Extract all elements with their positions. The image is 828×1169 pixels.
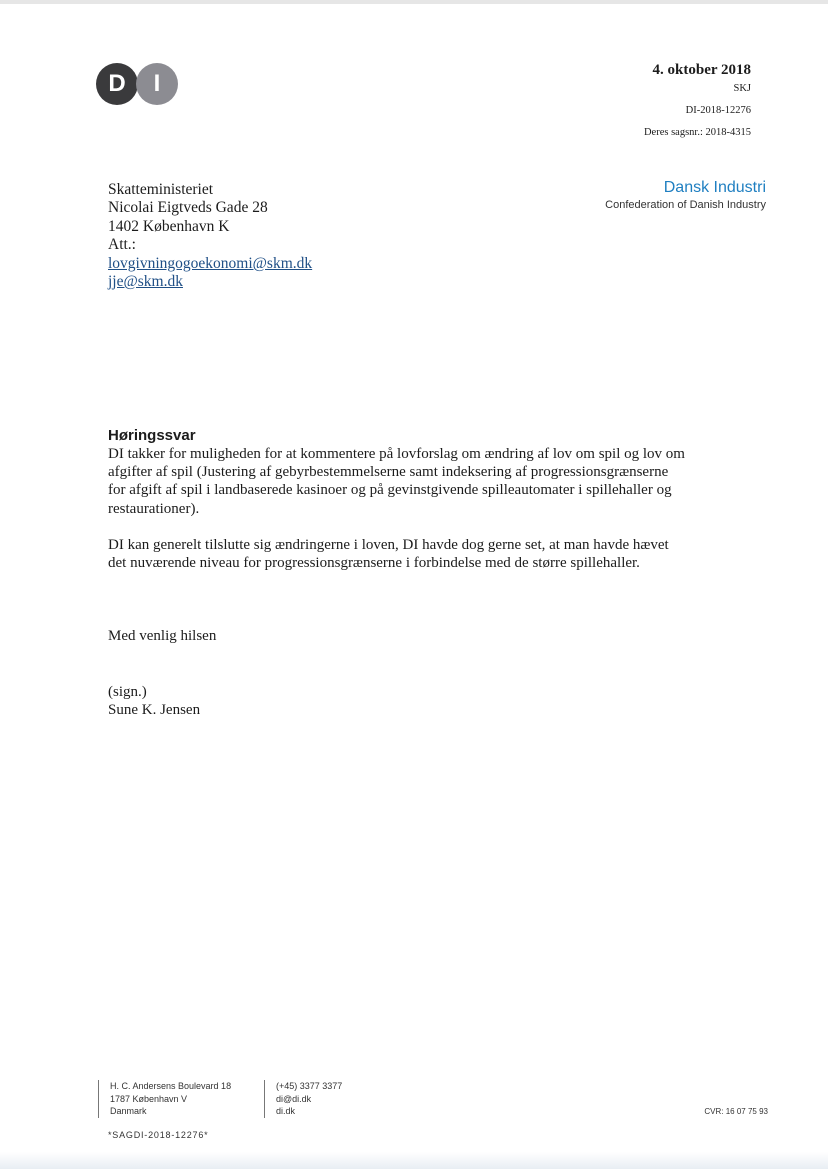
footer-cvr: CVR: 16 07 75 93 [704, 1107, 768, 1116]
brand-name: Dansk Industri [663, 179, 766, 196]
sign-note: (sign.) [108, 684, 147, 700]
letter-heading: Høringssvar [108, 427, 196, 444]
letter-body [108, 427, 688, 572]
recipient-address [108, 181, 312, 291]
author-initials: SKJ [733, 83, 751, 94]
signer-name: Sune K. Jensen [108, 702, 201, 719]
brand-block [605, 178, 766, 212]
footer-address-line-2: 1787 København V [110, 1093, 188, 1104]
document-barcode-text: *SAGDI-2018-12276* [108, 1130, 209, 1140]
footer-web: di.dk [276, 1106, 296, 1116]
footer-contact [264, 1080, 342, 1118]
recipient-street: Nicolai Eigtveds Gade 28 [108, 199, 268, 217]
logo-circle-d: D [96, 63, 138, 105]
recipient-email-link-2[interactable]: jje@skm.dk [108, 273, 183, 291]
body-paragraph-2: DI kan generelt tilslutte sig ændringerne i loven, DI havde dog gerne set, at man havde hævet det nuværende niveau for progressionsgrænserne i forbindelse med de større spillehaller. [108, 536, 669, 572]
signature-block [108, 683, 200, 720]
footer-address-line-1: H. C. Andersens Boulevard 18 [110, 1081, 232, 1091]
recipient-att: Att.: [108, 236, 136, 254]
recipient-email-link-1[interactable]: lovgivningogoekonomi@skm.dk [108, 254, 313, 272]
di-logo [96, 63, 186, 107]
reference-number: DI-2018-12276 [685, 105, 751, 116]
footer-address-line-3: Danmark [110, 1106, 147, 1116]
scan-top-edge [0, 0, 828, 4]
body-paragraph-1: DI takker for muligheden for at kommentere på lovforslag om ændring af lov om spil og lov om afgifter af spil (Justering af gebyrbestemmelserne samt indeksering af progressionsgrænserne for afgift af spil i landbaserede kasinoer og på gevinstgivende spilleautomater i spillehaller og restaurationer). [108, 446, 685, 517]
letter-date: 4. oktober 2018 [652, 62, 751, 78]
logo-circle-i: I [136, 63, 178, 105]
footer-email: di@di.dk [276, 1093, 312, 1104]
recipient-city: 1402 København K [108, 217, 230, 235]
footer-address [98, 1080, 231, 1118]
footer-phone: (+45) 3377 3377 [276, 1081, 343, 1091]
case-number: Deres sagsnr.: 2018-4315 [643, 127, 751, 138]
letter-meta [644, 60, 751, 139]
closing-greeting: Med venlig hilsen [108, 628, 217, 644]
recipient-name: Skatteministeriet [108, 181, 214, 198]
scan-bottom-edge [0, 1152, 828, 1169]
brand-subtitle: Confederation of Danish Industry [605, 199, 766, 211]
